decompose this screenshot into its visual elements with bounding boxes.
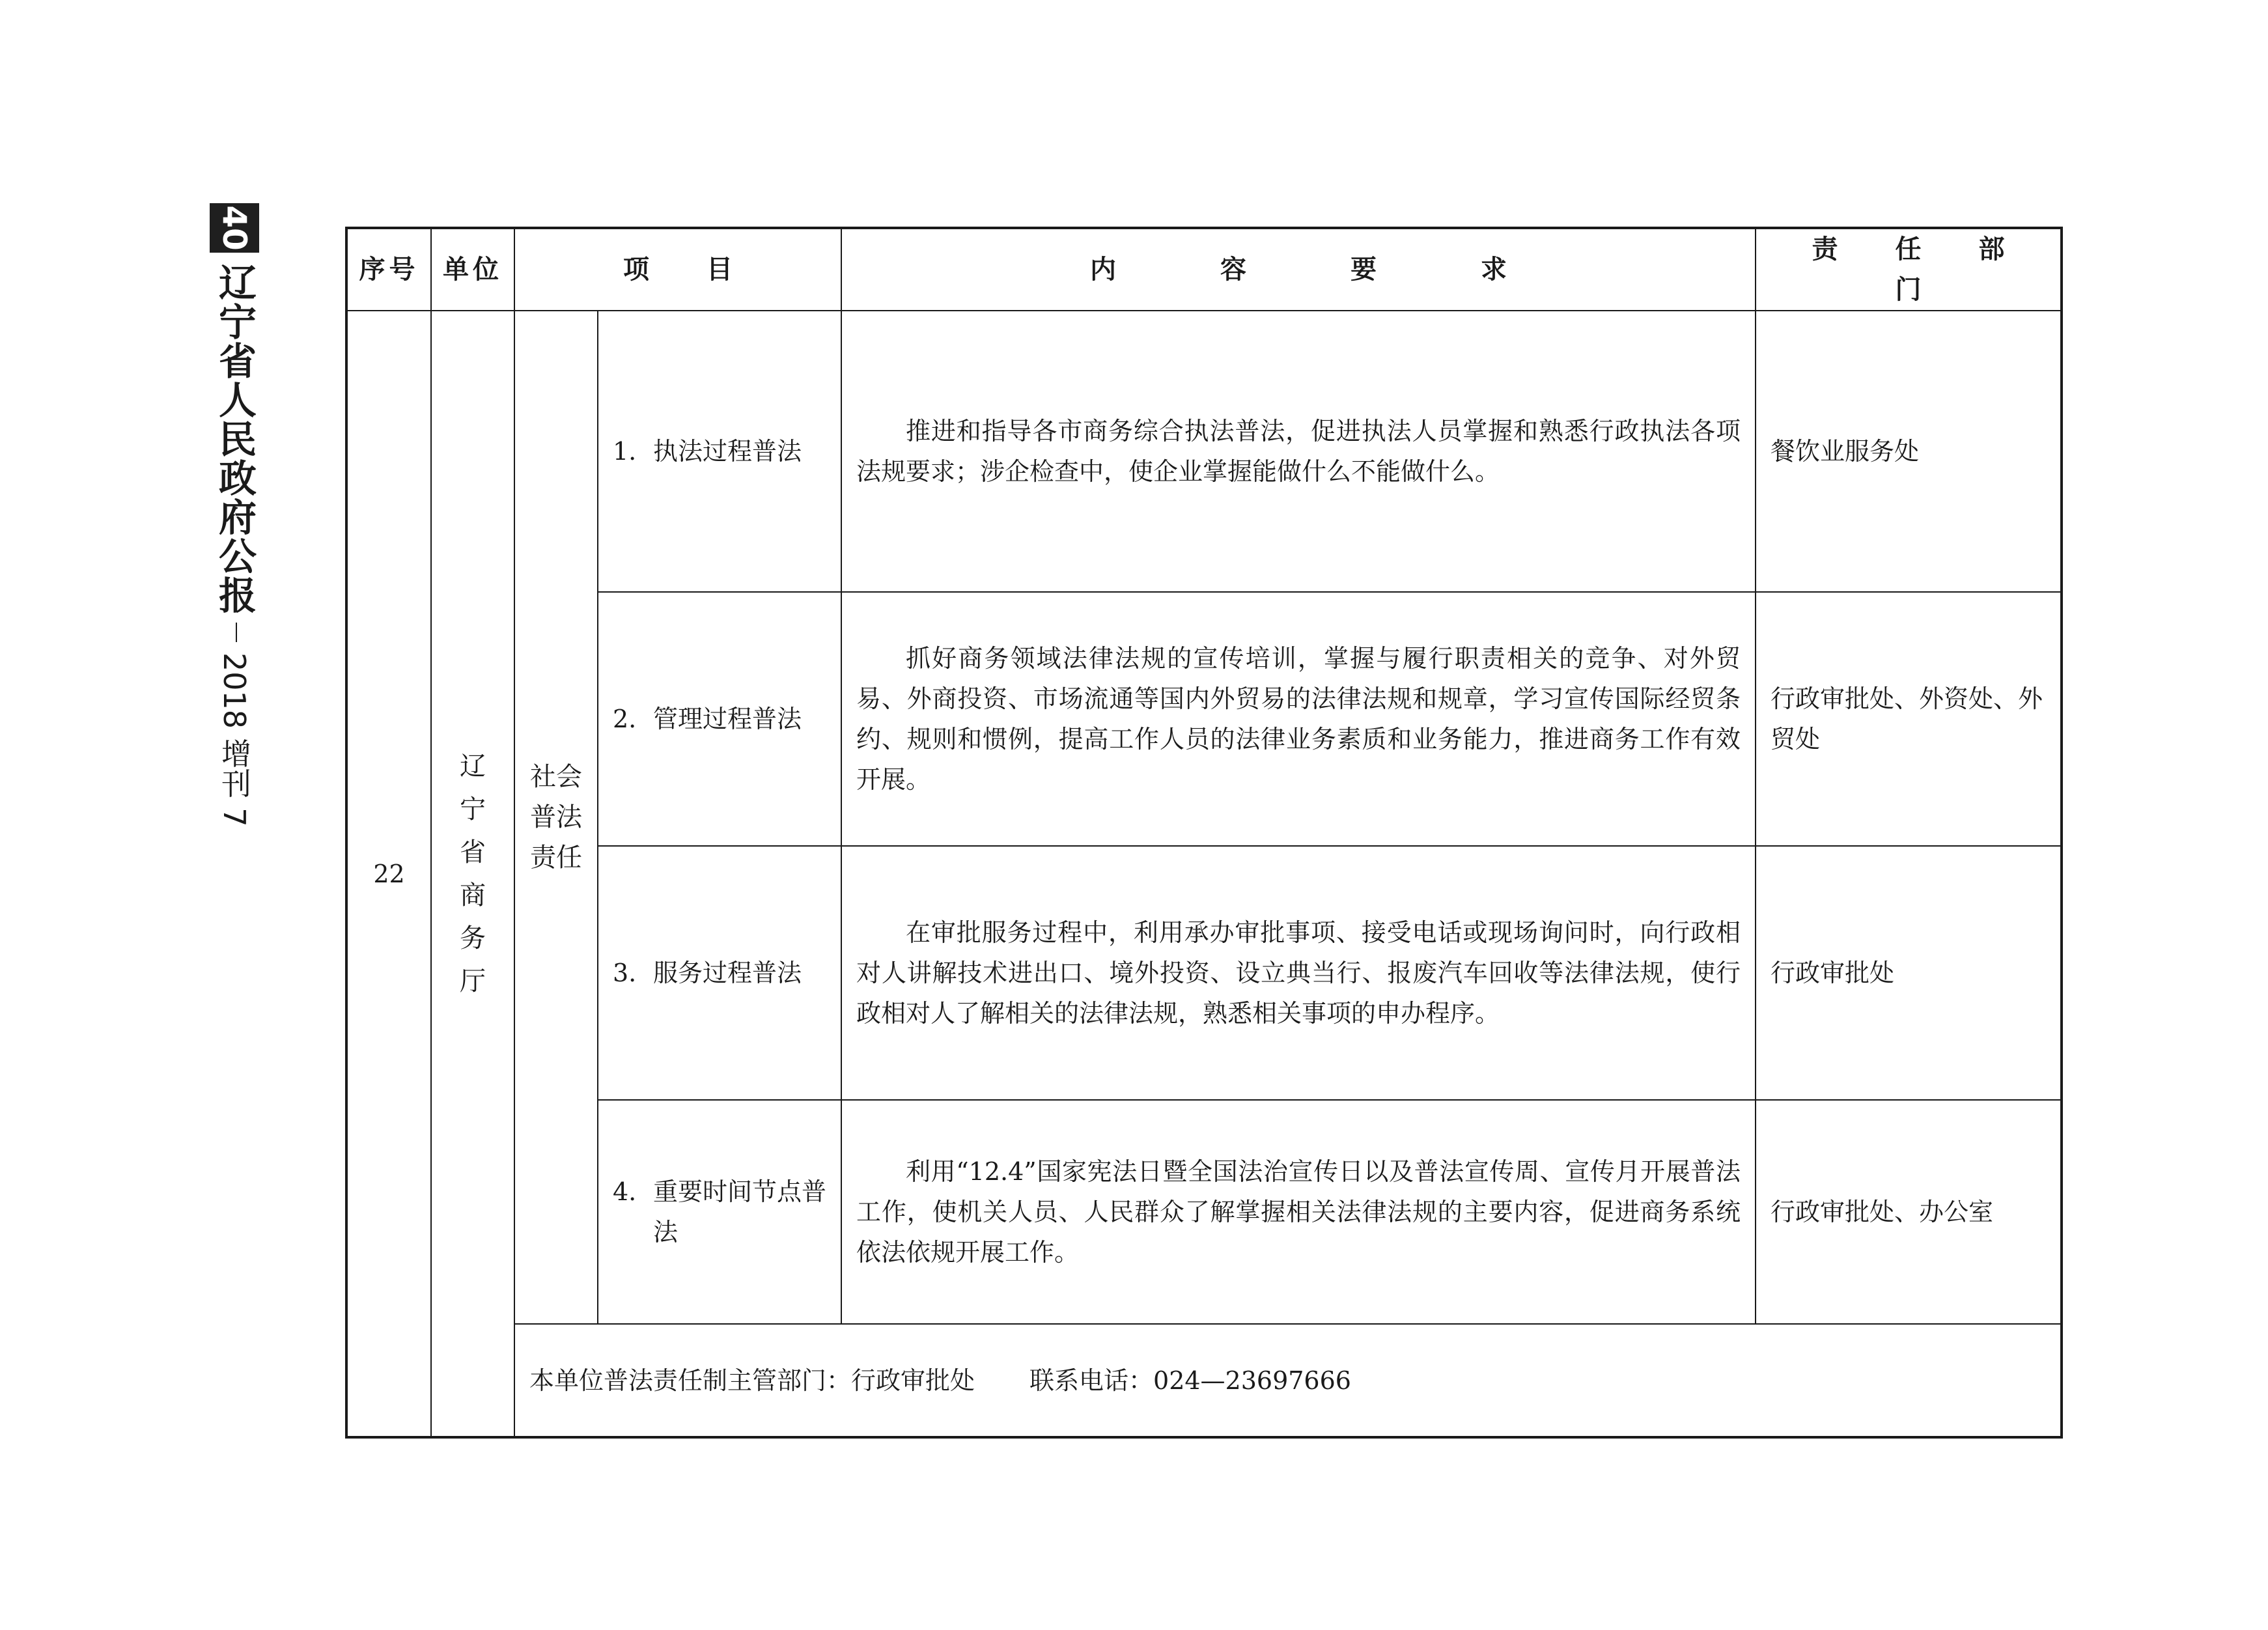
content-text: 推进和指导各市商务综合执法普法，促进执法人员掌握和熟悉行政执法各项法规要求；涉企检查中，使企业掌握能做什么不能做什么。 bbox=[856, 417, 1741, 486]
supervisor-dept: 本单位普法责任制主管部门：行政审批处 bbox=[529, 1366, 975, 1395]
item-number: 2. bbox=[613, 705, 637, 733]
side-header bbox=[210, 203, 259, 827]
header-dept: 责 任 部 门 bbox=[1756, 228, 2062, 311]
item-cell bbox=[598, 1100, 841, 1324]
item-name: 执法过程普法 bbox=[653, 437, 802, 466]
contact-phone: 联系电话：024—23697666 bbox=[1029, 1366, 1351, 1395]
item-name: 服务过程普法 bbox=[653, 959, 802, 987]
content-cell bbox=[841, 311, 1756, 592]
table-row bbox=[346, 1100, 2062, 1324]
page-number: 40 bbox=[216, 205, 253, 251]
seq-cell: 22 bbox=[346, 311, 431, 1437]
item-number: 4. bbox=[613, 1177, 637, 1206]
content-text: 抓好商务领域法律法规的宣传培训，掌握与履行职责相关的竞争、对外贸易、外商投资、市场流通等国内外贸易的法律法规和规章，学习宣传国际经贸条约、规则和惯例，提高工作人员的法律业务素质和业务能力，推进商务工作有效开展。 bbox=[856, 644, 1741, 794]
unit-cell bbox=[431, 311, 514, 1437]
header-seq: 序号 bbox=[346, 228, 431, 311]
dept-cell: 行政审批处、外资处、外贸处 bbox=[1756, 592, 2062, 846]
footer-cell bbox=[514, 1324, 2062, 1437]
issue-label: 2018 增刊 7 bbox=[217, 653, 252, 827]
table-row bbox=[346, 846, 2062, 1100]
item-cell bbox=[598, 846, 841, 1100]
journal-title: 辽宁省人民政府公报 bbox=[212, 263, 257, 615]
category-name: 社会普法责任 bbox=[530, 762, 582, 873]
table-row bbox=[346, 592, 2062, 846]
header-divider bbox=[236, 623, 237, 642]
item-name: 管理过程普法 bbox=[653, 705, 802, 733]
header-unit: 单位 bbox=[431, 228, 514, 311]
table-footer-row bbox=[346, 1324, 2062, 1437]
table-row bbox=[346, 311, 2062, 592]
content-text: 在审批服务过程中，利用承办审批事项、接受电话或现场询问时，向行政相对人讲解技术进出口、境外投资、设立典当行、报废汽车回收等法律法规，使行政相对人了解相关的法律法规，熟悉相关事项的申办程序。 bbox=[856, 918, 1741, 1028]
content-cell bbox=[841, 592, 1756, 846]
content-cell bbox=[841, 1100, 1756, 1324]
responsibility-table bbox=[345, 227, 2063, 1439]
dept-cell: 餐饮业服务处 bbox=[1756, 311, 2062, 592]
dept-cell: 行政审批处 bbox=[1756, 846, 2062, 1100]
category-cell bbox=[514, 311, 598, 1324]
item-cell bbox=[598, 592, 841, 846]
item-number: 1. bbox=[613, 437, 637, 466]
dept-cell: 行政审批处、办公室 bbox=[1756, 1100, 2062, 1324]
header-project: 项 目 bbox=[514, 228, 841, 311]
content-text: 利用“12.4”国家宪法日暨全国法治宣传日以及普法宣传周、宣传月开展普法工作，使机关人员、人民群众了解掌握相关法律法规的主要内容，促进商务系统依法依规开展工作。 bbox=[856, 1157, 1741, 1267]
item-name: 重要时间节点普法 bbox=[653, 1177, 827, 1246]
unit-name: 辽宁省商务厅 bbox=[460, 751, 486, 996]
page-number-badge bbox=[210, 203, 259, 253]
item-number: 3. bbox=[613, 959, 637, 987]
item-cell bbox=[598, 311, 841, 592]
table-header-row bbox=[346, 228, 2062, 311]
header-content: 内 容 要 求 bbox=[841, 228, 1756, 311]
content-cell bbox=[841, 846, 1756, 1100]
